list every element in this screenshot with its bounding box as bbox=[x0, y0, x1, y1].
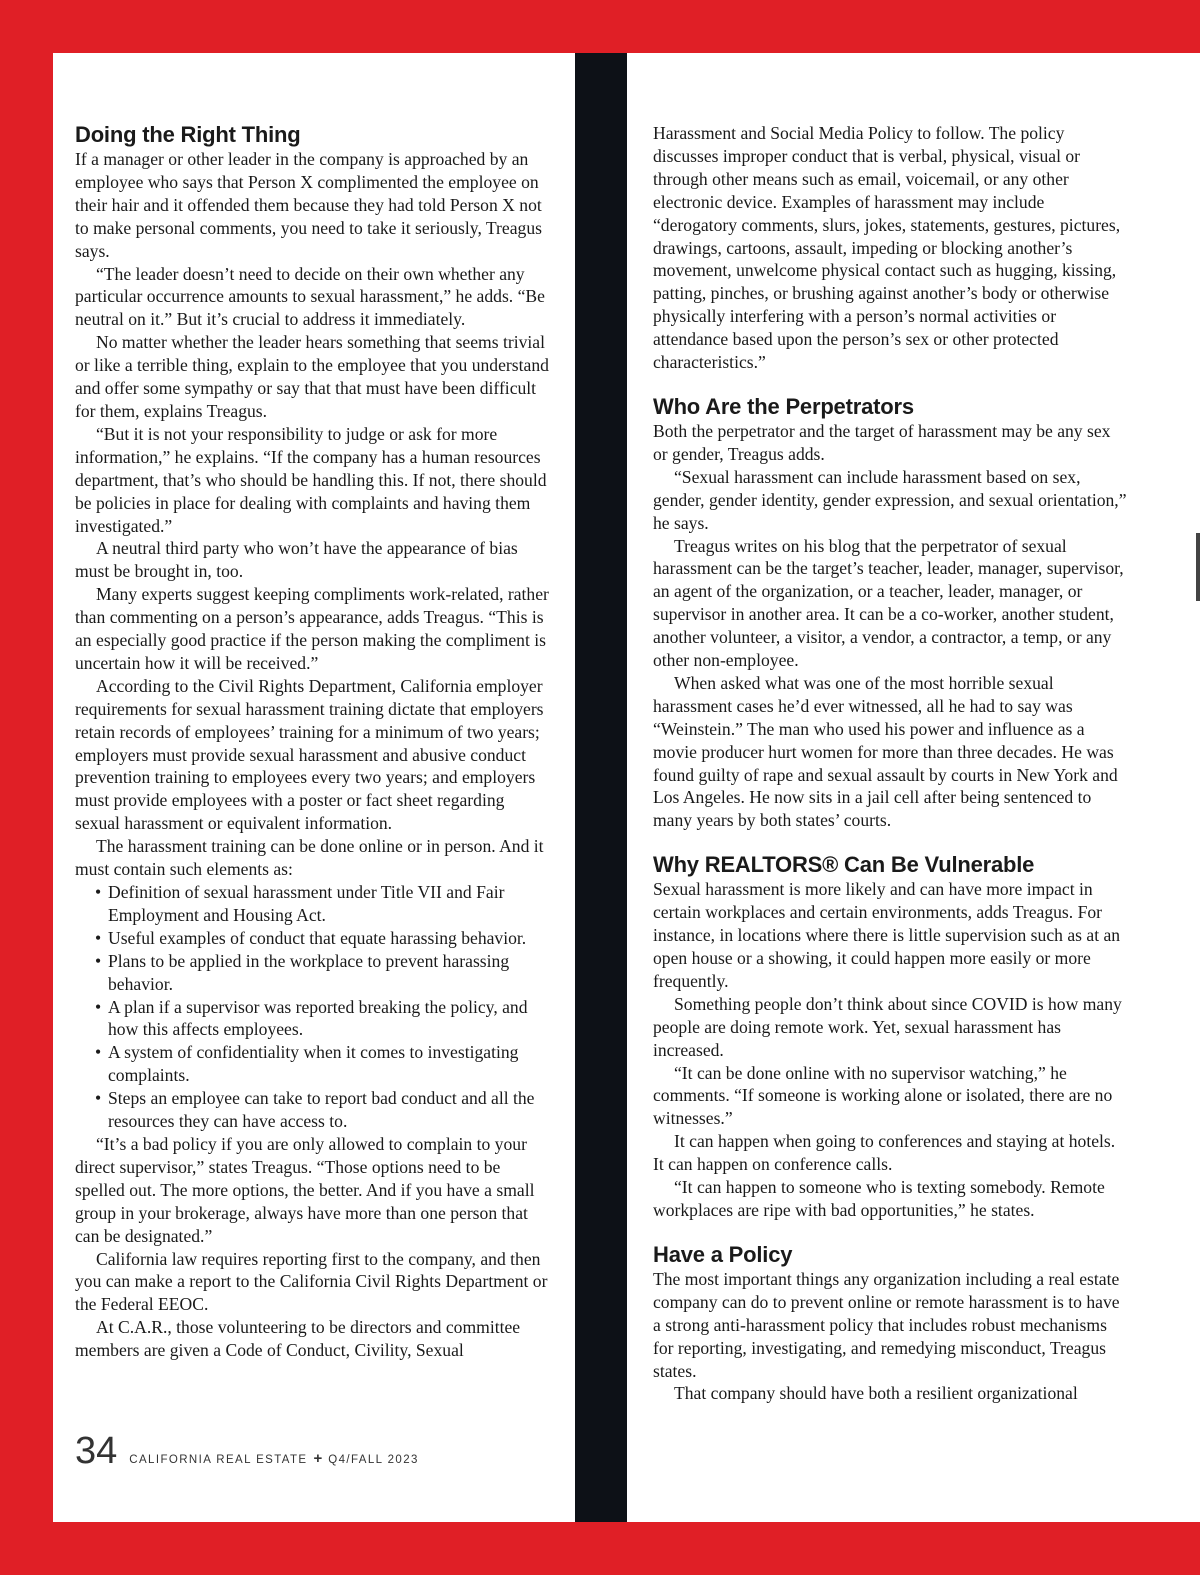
paragraph: “The leader doesn’t need to decide on their own whether any particular occurrence amounts to sexual harassment,” he adds. “Be neutral on it.” But it’s crucial to address it immediately. bbox=[75, 263, 545, 330]
paragraph: Sexual harassment is more likely and can have more impact in certain workplaces and certain environments, adds Treagus. For instance, in locations where there is little supervision such as at an open house or a showing, it could happen more easily or more frequently. bbox=[653, 879, 1121, 991]
bullet-icon: • bbox=[95, 996, 102, 1017]
paragraph: At C.A.R., those volunteering to be directors and committee members are given a Code of Conduct, Civility, Sexual bbox=[75, 1317, 521, 1361]
publication-name: CALIFORNIA REAL ESTATE bbox=[129, 1454, 308, 1466]
list-item bbox=[95, 996, 550, 1042]
list-item-text: Definition of sexual harassment under Title VII and Fair Employment and Housing Act. bbox=[108, 882, 505, 925]
paragraph: Harassment and Social Media Policy to follow. The policy discusses improper conduct that is verbal, physical, visual or through other means such as email, voicemail, or any other electronic device. Examples of harassment may include “derogatory comments, slurs, jokes, statements, gestures, pictures, drawings, cartoons, assault, impeding or blocking another’s movement, unwelcome physical contact such as hugging, kissing, patting, pinches, or brushing against another’s body or otherwise physically interfering with a person’s normal activities or attendance based upon the person’s sex or other protected characteristics.” bbox=[653, 123, 1121, 373]
bullet-icon: • bbox=[95, 882, 102, 902]
section-heading: Why REALTORS® Can Be Vulnerable bbox=[653, 852, 1035, 878]
list-item-text: A system of confidentiality when it comes to investigating complaints. bbox=[108, 1042, 519, 1086]
paragraph: “But it is not your responsibility to judge or ask for more information,” he explains. “If the company has a human resources department, that’s who should be handling this. If not, there should be policies in place for dealing with complaints and having them investigated.” bbox=[75, 423, 547, 536]
paragraph: Something people don’t think about since COVID is how many people are doing remote work. Yet, sexual harassment has increased. bbox=[653, 993, 1122, 1060]
page-footer bbox=[75, 1432, 419, 1470]
paragraph: When asked what was one of the most horrible sexual harassment cases he’d ever witnessed, all he had to say was “Weinstein.” The man who used his power and influence as a movie producer hurt women for more than three decades. He was found guilty of rape and sexual assault by courts in New York and Los Angeles. He now sits in a jail cell after being sentenced to many years by both states’ courts. bbox=[653, 672, 1118, 831]
list-item-text: Plans to be applied in the workplace to prevent harassing behavior. bbox=[108, 950, 510, 994]
paragraph: No matter whether the leader hears something that seems trivial or like a terrible thing, explain to the employee that you understand and offer some sympathy or say that that must have been difficult for them, explains Treagus. bbox=[75, 332, 549, 421]
spine-divider bbox=[575, 53, 627, 1522]
paragraph: California law requires reporting first to the company, and then you can make a report to the California Civil Rights Department or the Federal EEOC. bbox=[75, 1248, 548, 1315]
paragraph: That company should have both a resilient organizational bbox=[674, 1383, 1078, 1404]
list-item bbox=[95, 950, 550, 996]
edge-mark bbox=[1196, 533, 1200, 601]
training-elements-list bbox=[75, 881, 550, 1133]
section-heading: Who Are the Perpetrators bbox=[653, 393, 914, 419]
list-item-text: Steps an employee can take to report bad conduct and all the resources they can have access to. bbox=[108, 1088, 535, 1132]
bullet-icon: • bbox=[95, 950, 102, 971]
plus-icon: + bbox=[313, 1450, 323, 1467]
left-column bbox=[75, 122, 550, 1362]
paragraph: The harassment training can be done online or in person. And it must contain such elements as: bbox=[75, 836, 544, 880]
section-heading: Doing the Right Thing bbox=[75, 122, 301, 147]
paragraph: It can happen when going to conferences and staying at hotels. It can happen on conference calls. bbox=[653, 1131, 1116, 1175]
paragraph: “It can happen to someone who is texting somebody. Remote workplaces are ripe with bad opportunities,” he states. bbox=[653, 1177, 1105, 1220]
right-column bbox=[653, 122, 1128, 1405]
list-item bbox=[95, 1041, 550, 1087]
paragraph: If a manager or other leader in the company is approached by an employee who says that Person X complimented the employee on their hair and it offended them because they had told Person X not to make personal comments, you need to take it seriously, Treagus says. bbox=[75, 149, 542, 261]
bullet-icon: • bbox=[95, 927, 102, 948]
list-item bbox=[95, 881, 550, 927]
paragraph: According to the Civil Rights Department, California employer requirements for sexual harassment training dictate that employers retain records of employees’ training for a minimum of two years; employers must provide sexual harassment and abusive conduct prevention training to employees every two years; and employers must provide employees with a poster or fact sheet regarding sexual harassment or equivalent information. bbox=[75, 675, 544, 834]
issue-label: Q4/FALL 2023 bbox=[328, 1454, 419, 1466]
paragraph: The most important things any organization including a real estate company can do to prevent online or remote harassment is to have a strong anti-harassment policy that includes robust mechanisms for reporting, investigating, and remedying misconduct, Treagus states. bbox=[653, 1268, 1120, 1381]
list-item-text: Useful examples of conduct that equate harassing behavior. bbox=[108, 927, 527, 948]
paragraph: Both the perpetrator and the target of harassment may be any sex or gender, Treagus adds. bbox=[653, 420, 1111, 464]
paragraph: “Sexual harassment can include harassment based on sex, gender, gender identity, gender expression, and sexual orientation,” he says. bbox=[653, 466, 1127, 533]
list-item bbox=[95, 927, 550, 950]
paragraph: “It’s a bad policy if you are only allowed to complain to your direct supervisor,” states Treagus. “Those options need to be spelled out. The more options, the better. And if you have a small group in your brokerage, always have more than one person that can be designated.” bbox=[75, 1133, 535, 1246]
list-item-text: A plan if a supervisor was reported breaking the policy, and how this affects employees. bbox=[108, 996, 528, 1040]
paragraph: Many experts suggest keeping compliments work-related, rather than commenting on a person’s appearance, adds Treagus. “This is an especially good practice if the person making the compliment is uncertain how it will be received.” bbox=[75, 584, 549, 673]
page-number: 34 bbox=[75, 1430, 118, 1472]
section-heading: Have a Policy bbox=[653, 1241, 793, 1267]
paragraph: “It can be done online with no supervisor watching,” he comments. “If someone is working alone or isolated, there are no witnesses.” bbox=[653, 1062, 1113, 1129]
paragraph: Treagus writes on his blog that the perpetrator of sexual harassment can be the target’s teacher, leader, manager, supervisor, an agent of the organization, or a teacher, leader, manager, or supervisor in another area. It can be a co-worker, another student, another volunteer, a visitor, a vendor, a contractor, a temp, or any other non-employee. bbox=[653, 535, 1124, 671]
bullet-icon: • bbox=[95, 1088, 102, 1109]
bullet-icon: • bbox=[95, 1042, 102, 1063]
list-item bbox=[95, 1087, 550, 1133]
paragraph: A neutral third party who won’t have the appearance of bias must be brought in, too. bbox=[75, 538, 518, 582]
